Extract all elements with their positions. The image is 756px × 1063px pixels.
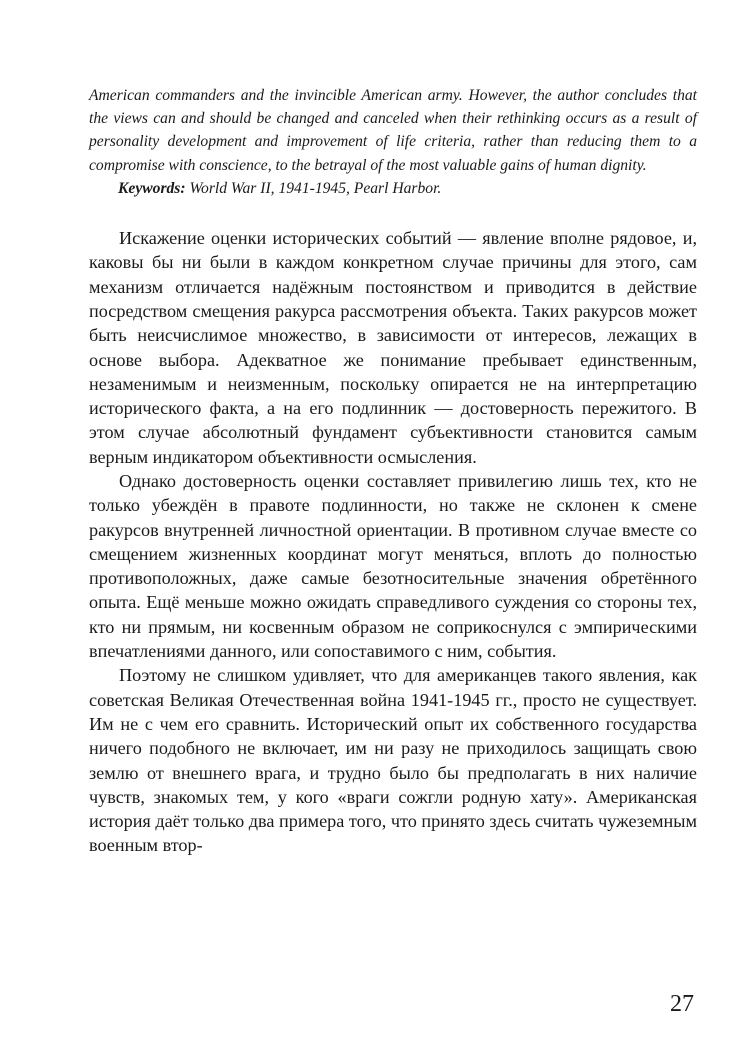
page-number: 27: [670, 991, 694, 1017]
paragraph: Искажение оценки исторических событий — явление вполне рядовое, и, каковы бы ни были в каждом конкретном случае причины для этого, сам механизм отличается надёжным постоянством и приводится в действие посредством смещения ракурса рассмотрения объекта. Таких ракурсов может быть неисчислимое множество, в зависимости от интересов, лежащих в основе выбора. Адекватное же понимание пребывает единственным, незаменимым и неизменным, поскольку опирается не на интерпретацию исторического факта, а на его подлинник — достоверность пережитого. В этом случае абсолютный фундамент субъективности становится самым верным индикатором объективности осмысления.: [89, 228, 697, 467]
page-content: [89, 84, 697, 858]
paragraph: Однако достоверность оценки составляет привилегию лишь тех, кто не только убеждён в правоте подлинности, но также не склонен к смене ракурсов внутренней личностной ориентации. В противном случае вместе со смещением жизненных координат могут меняться, вплоть до полностью противоположных, даже самые безотносительные значения обретённого опыта. Ещё меньше можно ожидать справедливого суждения со стороны тех, кто ни прямым, ни косвенным образом не соприкоснулся с эмпирическими впечатлениями данного, или сопоставимого с ним, события.: [89, 470, 697, 662]
keywords-value: World War II, 1941-1945, Pearl Harbor.: [189, 179, 442, 197]
keywords-label: Keywords:: [118, 179, 186, 197]
abstract-text: American commanders and the invincible American army. However, the author concludes that the views can and should be changed and canceled when their rethinking occurs as a result of personality development and improvement of life criteria, rather than reducing them to a compromise with conscience, to the betrayal of the most valuable gains of human dignity.: [89, 87, 697, 174]
body-text: [89, 226, 697, 858]
abstract-block: [89, 84, 697, 200]
paragraph: Поэтому не слишком удивляет, что для американцев такого явления, как советская Великая Отечественная война 1941-1945 гг., просто не существует. Им не с чем его сравнить. Исторический опыт их собственного государства ничего подобного не включает, им ни разу не приходилось защищать свою землю от внешнего врага, и трудно было бы предполагать в них наличие чувств, знакомых тем, у кого «враги сожгли родную хату». Американская история даёт только два примера того, что принято здесь считать чужеземным военным втор-: [89, 665, 697, 856]
keywords-line: [89, 177, 697, 200]
